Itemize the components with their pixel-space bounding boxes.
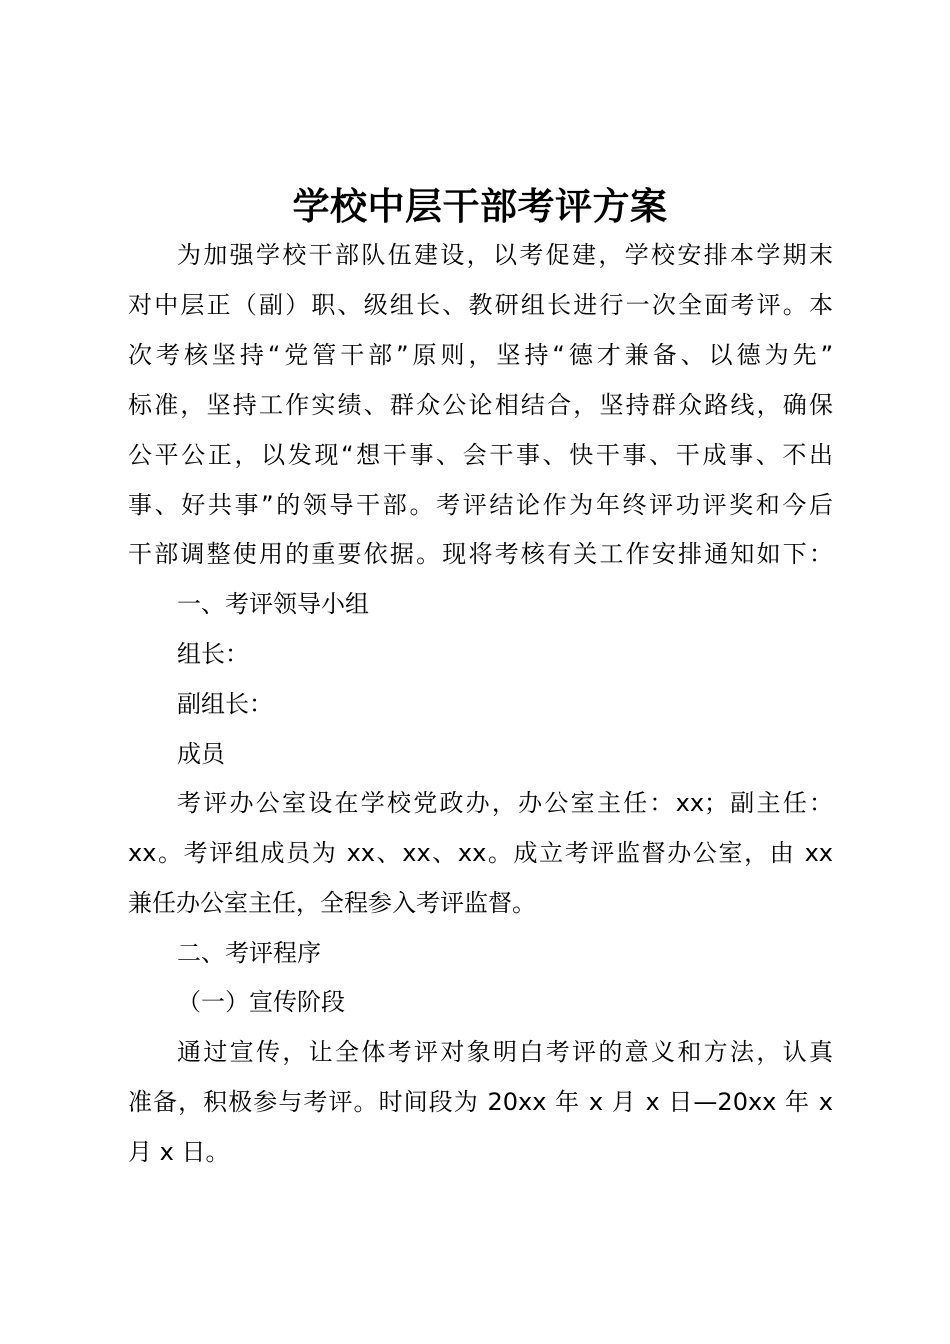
deputy-leader-label: 副组长： [177, 690, 273, 718]
intro-line-6: 事、好共事”的领导干部。考评结论作为年终评功评奖和今后 [128, 491, 833, 519]
section-heading-leadership-group: 一、考评领导小组 [177, 590, 369, 618]
document-title: 学校中层干部考评方案 [292, 185, 668, 228]
intro-line-7: 干部调整使用的重要依据。现将考核有关工作安排通知如下： [128, 540, 833, 568]
publicity-line-2: 准备，积极参与考评。时间段为 20xx 年 x 月 x 日—20xx 年 x [128, 1088, 833, 1116]
intro-line-2: 对中层正（副）职、级组长、教研组长进行一次全面考评。本 [128, 291, 833, 319]
section-heading-procedure: 二、考评程序 [177, 939, 321, 967]
publicity-line-1: 通过宣传，让全体考评对象明白考评的意义和方法，认真 [177, 1038, 833, 1066]
leader-label: 组长： [177, 640, 249, 668]
office-line-1: 考评办公室设在学校党政办，办公室主任：xx；副主任： [177, 789, 833, 817]
publicity-line-3: 月 x 日。 [128, 1138, 230, 1166]
intro-line-5: 公平公正，以发现“想干事、会干事、快干事、干成事、不出 [128, 441, 833, 469]
office-line-2: xx。考评组成员为 xx、xx、xx。成立考评监督办公室，由 xx [128, 839, 833, 867]
subsection-heading-publicity: （一）宣传阶段 [177, 988, 345, 1016]
intro-line-1: 为加强学校干部队伍建设，以考促建，学校安排本学期末 [177, 241, 833, 269]
intro-line-3: 次考核坚持“党管干部”原则，坚持“德才兼备、以德为先” [128, 341, 833, 369]
members-label: 成员 [177, 740, 225, 768]
intro-line-4: 标准，坚持工作实绩、群众公论相结合，坚持群众路线，确保 [128, 391, 833, 419]
office-line-3: 兼任办公室主任，全程参入考评监督。 [128, 889, 536, 917]
